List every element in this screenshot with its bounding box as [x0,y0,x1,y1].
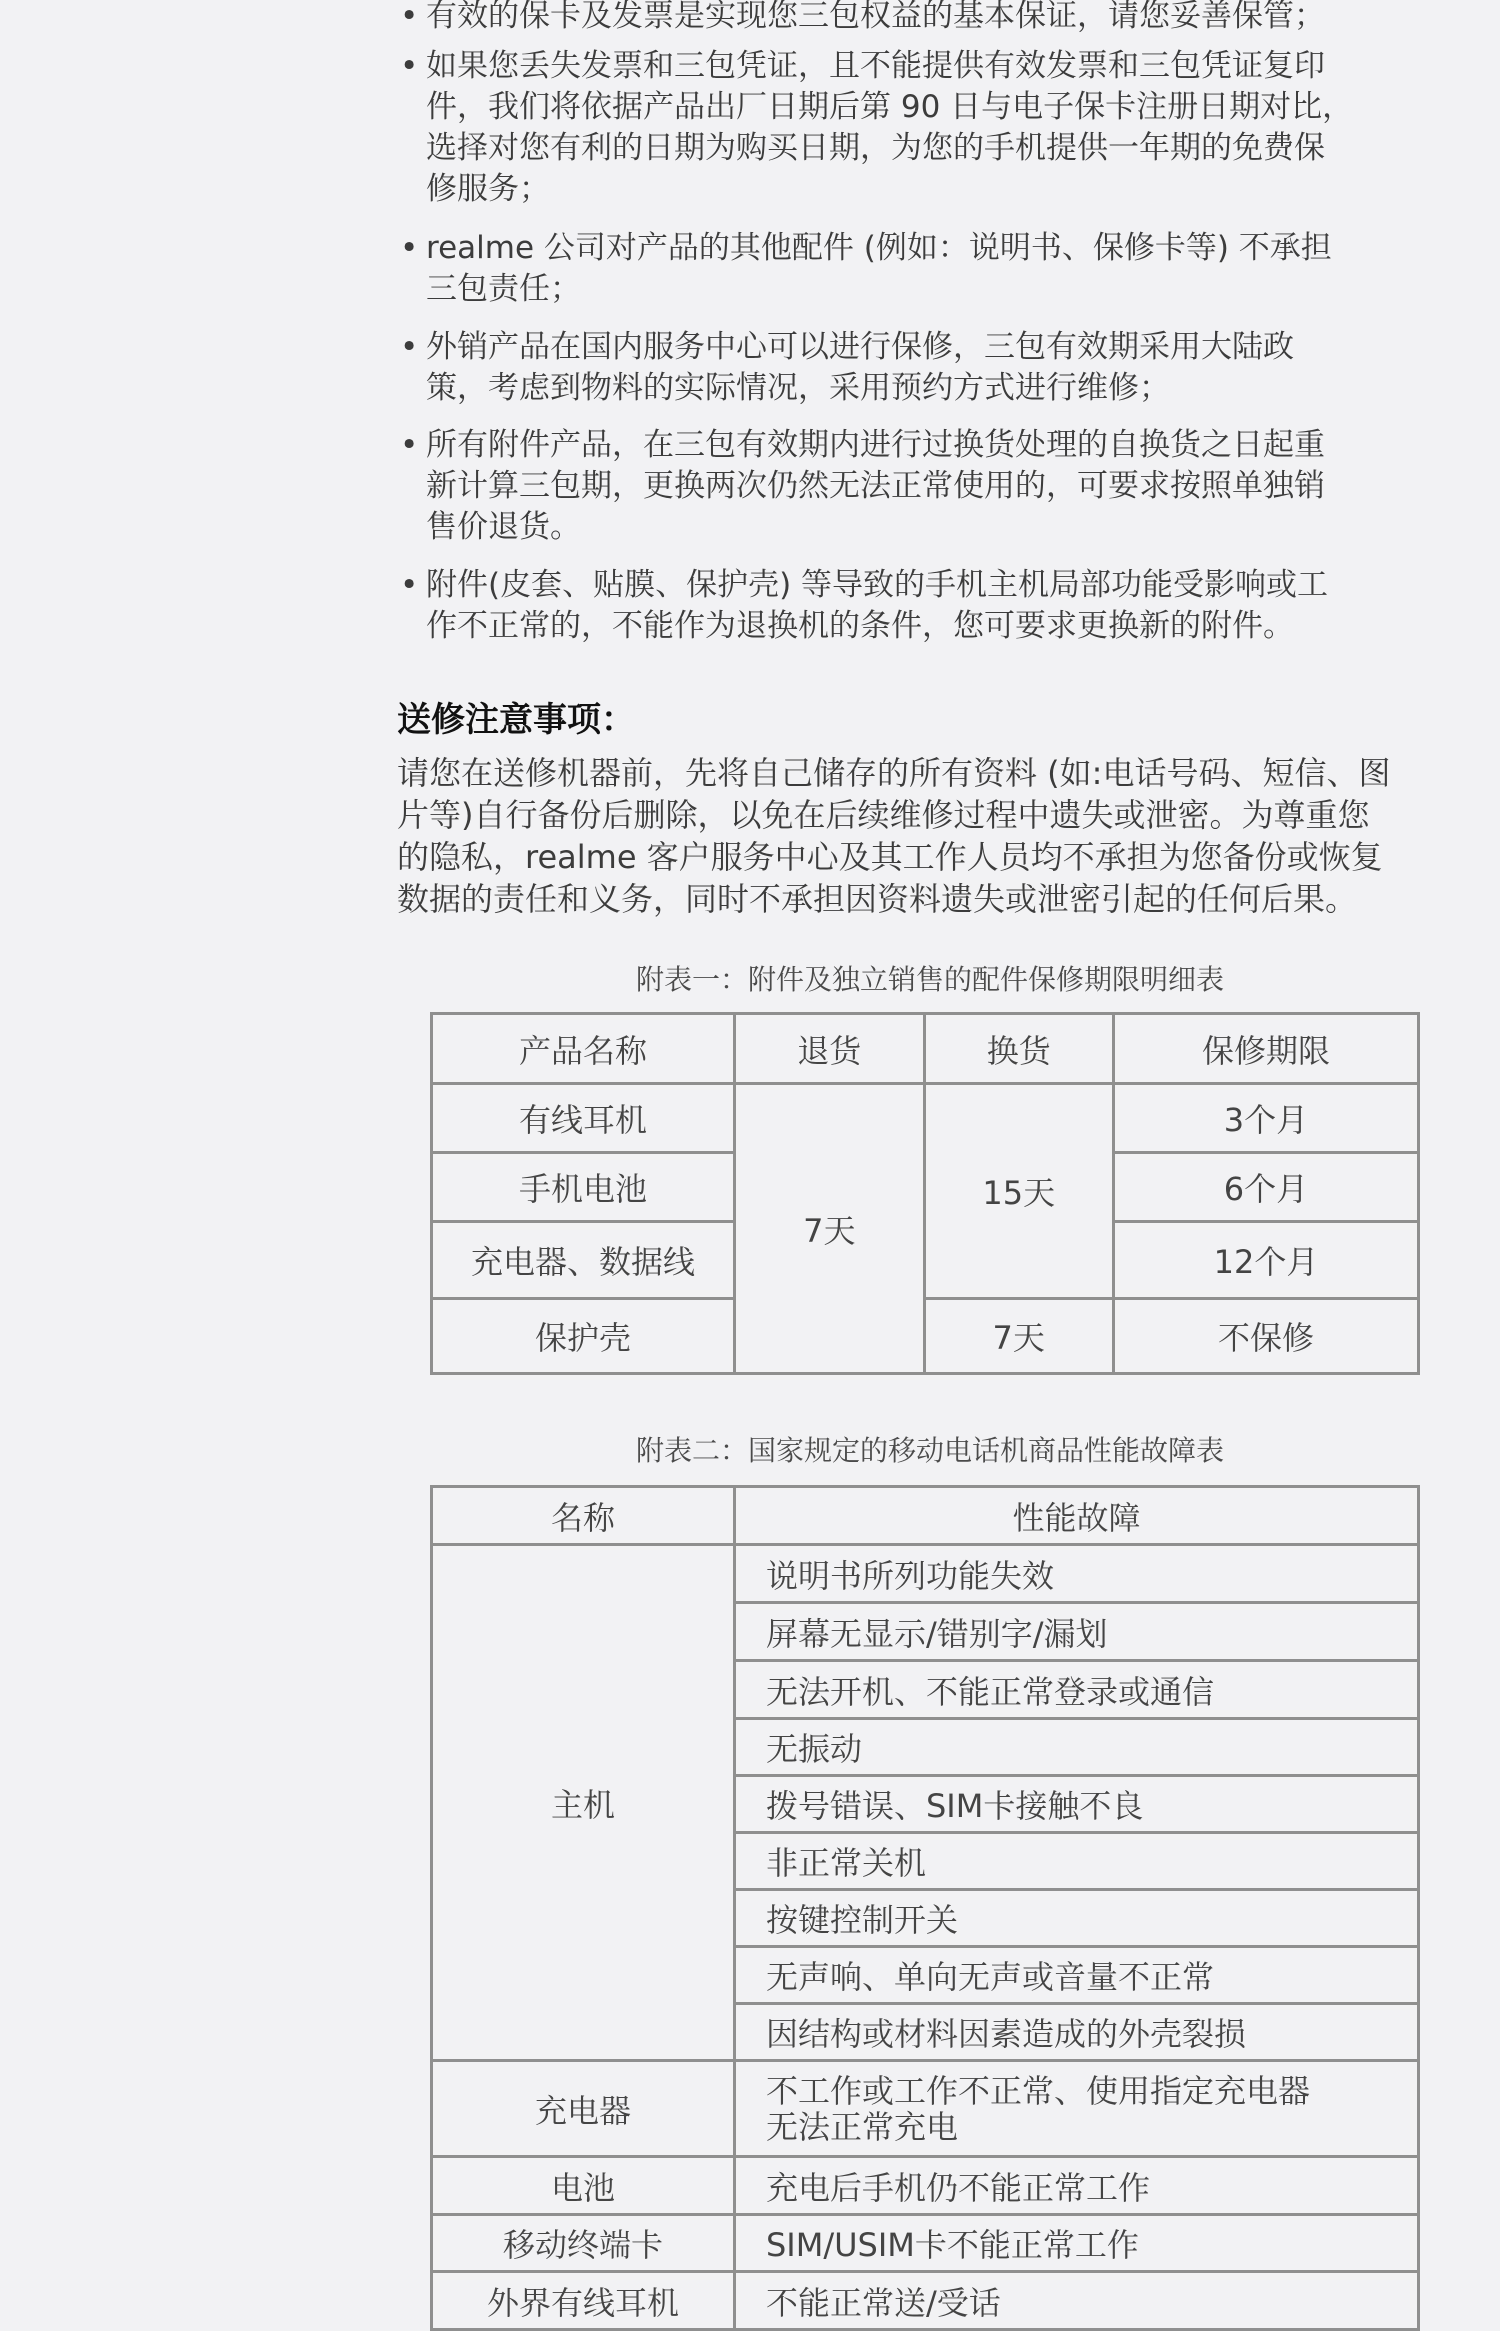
bullet-dot: • [400,329,419,365]
fault-cell: 无振动 [734,1719,1418,1776]
earphone-name-cell: 外界有线耳机 [432,2272,735,2330]
header-name: 名称 [432,1487,735,1545]
header-exchange: 换货 [924,1014,1113,1084]
return-period-cell: 7天 [735,1084,924,1374]
header-return: 退货 [735,1014,924,1084]
performance-fault-table [430,1485,1420,2331]
exchange-period-cell: 15天 [924,1084,1113,1299]
header-fault: 性能故障 [734,1487,1418,1545]
product-cell: 保护壳 [432,1299,735,1374]
bullet-item [400,0,1430,37]
charger-name-cell: 充电器 [432,2061,735,2157]
fault-cell: 无法开机、不能正常登录或通信 [734,1661,1418,1719]
bullet-text: 有效的保卡及发票是实现您三包权益的基本保证，请您妥善保管； [426,0,1325,34]
bullet-item [400,425,1430,548]
warranty-cell: 不保修 [1113,1299,1418,1374]
bullet-dot: • [400,230,419,266]
fault-cell: 无声响、单向无声或音量不正常 [734,1947,1418,2004]
repair-notice-heading: 送修注意事项： [397,700,635,740]
table1-caption: 附表一：附件及独立销售的配件保修期限明细表 [635,963,1224,996]
bullet-dot: • [400,427,419,463]
header-warranty: 保修期限 [1113,1014,1418,1084]
bullet-text: 外销产品在国内服务中心可以进行保修，三包有效期采用大陆政 策，考虑到物料的实际情况，采用预约方式进行维修； [426,329,1294,406]
bullet-text: realme 公司对产品的其他配件 (例如：说明书、保修卡等) 不承担 三包责任； [426,230,1332,307]
fault-cell: 屏幕无显示/错别字/漏划 [734,1603,1418,1661]
accessory-warranty-table [430,1012,1420,1375]
bullet-dot: • [400,48,419,84]
table2-caption: 附表二：国家规定的移动电话机商品性能故障表 [635,1434,1224,1467]
bullet-item [400,327,1430,409]
bullet-item [400,46,1430,210]
bullet-dot: • [400,567,419,603]
repair-notice-text: 请您在送修机器前，先将自己储存的所有资料 (如:电话号码、短信、图 片等)自行备份后删除，以免在后续维修过程中遗失或泄密。为尊重您 的隐私，realme 客户服务中心及其工作人员均不承担为您备份或恢复 数据的责任和义务，同时不承担因资料遗失或泄密引起的任何后果。 [397,754,1391,918]
battery-fault-cell: 充电后手机仍不能正常工作 [734,2157,1418,2215]
fault-cell: 因结构或材料因素造成的外壳裂损 [734,2004,1418,2061]
product-cell: 有线耳机 [432,1084,735,1153]
warranty-cell: 12个月 [1113,1222,1418,1299]
card-fault-cell: SIM/USIM卡不能正常工作 [734,2215,1418,2272]
header-product-name: 产品名称 [432,1014,735,1084]
fault-cell: 拨号错误、SIM卡接触不良 [734,1776,1418,1833]
exchange-period-cell: 7天 [924,1299,1113,1374]
bullet-item [400,228,1430,310]
fault-cell: 按键控制开关 [734,1890,1418,1947]
battery-name-cell: 电池 [432,2157,735,2215]
bullet-item [400,565,1430,647]
bullet-dot: • [400,0,419,34]
warranty-cell: 6个月 [1113,1153,1418,1222]
bullet-text: 如果您丢失发票和三包凭证，且不能提供有效发票和三包凭证复印 件，我们将依据产品出厂日期后第 90 日与电子保卡注册日期对比， 选择对您有利的日期为购买日期，为您的手机提供一年期的免费保 修服务； [426,48,1354,207]
fault-cell: 说明书所列功能失效 [734,1545,1418,1603]
warranty-cell: 3个月 [1113,1084,1418,1153]
host-name-cell: 主机 [432,1545,735,2061]
bullet-text: 所有附件产品，在三包有效期内进行过换货处理的自换货之日起重 新计算三包期，更换两次仍然无法正常使用的，可要求按照单独销 售价退货。 [426,427,1325,545]
product-cell: 手机电池 [432,1153,735,1222]
card-name-cell: 移动终端卡 [432,2215,735,2272]
fault-cell: 非正常关机 [734,1833,1418,1890]
charger-fault-cell: 不工作或工作不正常、使用指定充电器 无法正常充电 [734,2061,1418,2157]
product-cell: 充电器、数据线 [432,1222,735,1299]
bullet-text: 附件(皮套、贴膜、保护壳) 等导致的手机主机局部功能受影响或工 作不正常的，不能作为退换机的条件，您可要求更换新的附件。 [426,567,1329,644]
earphone-fault-cell: 不能正常送/受话 [734,2272,1418,2330]
